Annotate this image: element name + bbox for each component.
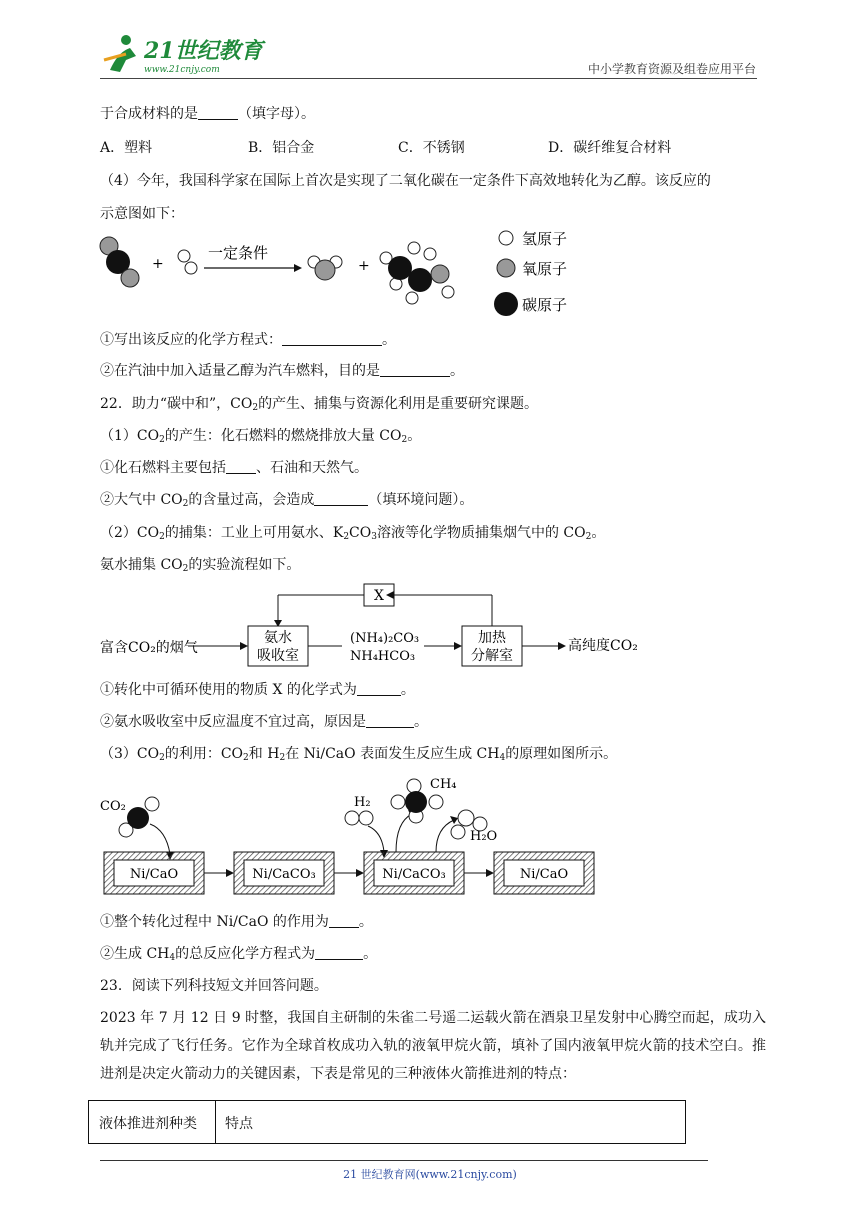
option-b: B．铝合金 [248, 140, 315, 156]
q22-part-3: $(3)CO_2$的利用：$CO_2$和 $H_2$在 Ni/CaO 表面发生反应生成 $CH_4$的原理如图所示。 [100, 746, 618, 763]
footer-text: 21 世纪教育网(www.21cnjy.com) [343, 1168, 517, 1181]
box-3-label: Ni/CaCO₃ [382, 867, 446, 882]
legend-oxygen: 氧原子 [522, 260, 568, 278]
site-logo [96, 30, 266, 78]
reaction-diagram [96, 224, 596, 318]
q22-2-b: ②氨水吸收室中反应温度不宜过高，原因是 。 [100, 714, 428, 730]
q22-1-b: ②大气中 $CO_2$的含量过高，会造成 （填环境问题）。 [100, 492, 474, 509]
passage: 2023 年 7 月 12 日 9 时整，我国自主研制的朱雀二号遥二运载火箭在酒泉卫星发射中心腾空而起，成功入轨并完成了飞行任务。它作为全球首枚成功入轨的液氧甲烷火箭，填补了国内液氧甲烷火箭的技术空白。推进剂是决定火箭动力的关键因素，下表是常见的三种液体火箭推进剂的特点： [100, 1010, 766, 1082]
q22-2-a: ①转化中可循环使用的物质 X 的化学式为 。 [100, 682, 415, 698]
sub-question-2: ②在汽油中加入适量乙醇为汽车燃料，目的是 。 [100, 363, 464, 379]
propellant-table [88, 1100, 686, 1144]
heater-label-2: 分解室 [471, 648, 513, 664]
option-c: C．不锈钢 [398, 140, 465, 156]
option-a: A．塑料 [100, 140, 153, 156]
platform-name: 中小学教育资源及组卷应用平台 [587, 62, 756, 76]
q22-3-a: ①整个转化过程中 Ni/CaO 的作用为 。 [100, 914, 373, 930]
legend-hydrogen: 氢原子 [522, 230, 568, 248]
box-2-label: Ni/CaCO₃ [252, 867, 316, 882]
legend-carbon: 碳原子 [522, 296, 568, 314]
heater-label-1: 加热 [478, 630, 506, 646]
intermediate-1: (NH₄)₂CO₃ [350, 631, 420, 646]
text-line: 于合成材料的是 （填字母）。 [100, 106, 315, 122]
svg-text:+: + [152, 256, 164, 272]
condition-label: 一定条件 [208, 244, 269, 262]
capture-flow-diagram [96, 580, 686, 670]
legend-o-icon [497, 259, 515, 277]
question-23: 23．阅读下列科技短文并回答问题。 [100, 978, 328, 994]
option-d: D．碳纤维复合材料 [548, 140, 672, 156]
header-rule [100, 78, 757, 79]
flue-gas-label: 富含CO₂的烟气 [100, 640, 198, 656]
box-4-label: Ni/CaO [519, 867, 569, 882]
h2o-label: H₂O [470, 829, 498, 844]
absorber-label-2: 吸收室 [257, 648, 299, 664]
q22-part-2: $(2)CO_2$的捕集：工业上可用氨水、$K_2CO_3$溶液等化学物质捕集烟气中的 $CO_2$。 [100, 525, 606, 542]
q22-2-intro: 氨水捕集 $CO_2$的实验流程如下。 [100, 557, 301, 574]
question-4-cont: 示意图如下： [100, 206, 184, 222]
svg-text:+: + [358, 258, 370, 274]
legend-c-icon [494, 292, 518, 316]
box-1-label: Ni/CaO [129, 867, 179, 882]
legend-h-icon [499, 231, 513, 245]
catalyst-diagram [96, 772, 636, 900]
page-header [0, 0, 860, 80]
table-header-feature: 特点 [225, 1116, 253, 1132]
x-box-label: X [374, 588, 384, 604]
q22-3-b: ②生成 $CH_4$的总反应化学方程式为 。 [100, 946, 378, 963]
logo-url: www.21cnjy.com [144, 65, 220, 75]
pure-co2-label: 高纯度CO₂ [568, 638, 638, 654]
co2-label: CO₂ [100, 799, 126, 814]
q22-part-1: $(1)CO_2$的产生：化石燃料的燃烧排放大量 $CO_2$。 [100, 428, 422, 445]
q22-1-a: ①化石燃料主要包括 、石油和天然气。 [100, 460, 368, 476]
question-4: （4）今年，我国科学家在国际上首次是实现了二氧化碳在一定条件下高效地转化为乙醇。该反应的 [100, 173, 711, 189]
footer-rule [100, 1160, 708, 1161]
sub-question-1: ①写出该反应的化学方程式： 。 [100, 332, 396, 348]
table-header-type: 液体推进剂种类 [99, 1116, 197, 1132]
h2-label: H₂ [354, 795, 371, 810]
question-22: 22．助力“碳中和”，$CO_2$的产生、捕集与资源化利用是重要研究课题。 [100, 396, 539, 413]
logo-text: 21世纪教育 [144, 38, 263, 64]
intermediate-2: NH₄HCO₃ [350, 649, 416, 664]
absorber-label-1: 氨水 [264, 630, 292, 646]
ch4-label: CH₄ [430, 777, 457, 792]
